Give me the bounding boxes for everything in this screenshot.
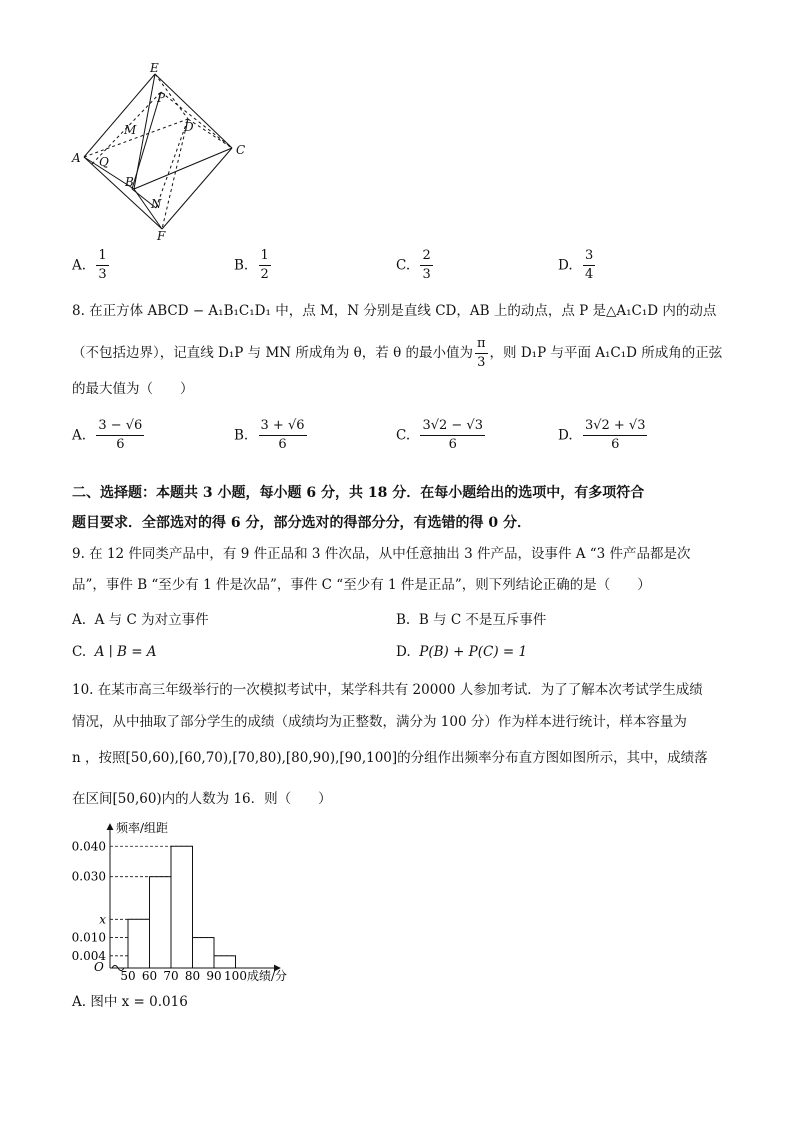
vertex-label-q: Q: [99, 155, 109, 169]
q7-option-b[interactable]: B. $\frac{1}{2}$: [234, 248, 269, 282]
q8-option-c[interactable]: C. $\frac{3√2 - √3}{6}$: [396, 418, 483, 452]
x-tick-label-90: 90: [206, 969, 222, 983]
q9-option-d[interactable]: D. P(B) + P(C) = 1: [396, 644, 528, 660]
x-tick-label-80: 80: [184, 969, 201, 983]
vertex-label-c: C: [236, 143, 246, 157]
vertex-label-b: B: [125, 175, 134, 189]
y-axis-title: 频率/组距: [116, 821, 169, 835]
section-2-heading-line-2: 题目要求．全部选对的得 6 分，部分选对的得部分分，有选错的得 0 分．: [72, 515, 531, 531]
octahedron-figure: [68, 62, 258, 242]
frequency-histogram: [66, 818, 316, 986]
q9-option-c[interactable]: C. A ∣ B = A: [72, 644, 157, 660]
histogram-bar-[90,100]: [214, 956, 236, 968]
q9-option-b[interactable]: B. B 与 C 不是互斥事件: [396, 612, 547, 628]
y-tick-label-0.030: 0.030: [71, 869, 106, 884]
x-tick-label-60: 60: [141, 969, 158, 983]
x-tick-label-100: 100: [224, 969, 247, 983]
q10-option-a[interactable]: A. 图中 x = 0.016: [72, 994, 188, 1010]
q8-option-a[interactable]: A. $\frac{3 - √6}{6}$: [72, 418, 143, 452]
x-tick-label-50: 50: [120, 969, 136, 983]
origin-label: O: [94, 960, 104, 974]
y-tick-label-0.004: 0.004: [71, 948, 106, 963]
vertex-label-e: E: [150, 62, 159, 75]
q10-line-3: n ，按照[50,60),[60,70),[70,80),[80,90),[90,100]的分组作出频率分布直方图如图所示，其中，成绩落: [72, 750, 708, 766]
vertex-label-f: F: [157, 229, 166, 242]
x-tick-label-70: 70: [163, 969, 179, 983]
y-tick-label-x: x: [99, 912, 106, 927]
q10-line-1: 10. 在某市高三年级举行的一次模拟考试中，某学科共有 20000 人参加考试．为了了解本次考试学生成绩: [72, 682, 703, 698]
q8-option-d[interactable]: D. $\frac{3√2 + √3}{6}$: [558, 418, 646, 452]
vertex-label-a: A: [72, 151, 81, 165]
q9-line-2: 品”，事件 B “至少有 1 件是次品”，事件 C “至少有 1 件是正品”，则下列结论正确的是（ ）: [72, 577, 651, 593]
q9-line-1: 9. 在 12 件同类产品中，有 9 件正品和 3 件次品，从中任意抽出 3 件产品，设事件 A “3 件产品都是次: [72, 546, 691, 562]
q8-line-1: 8. 在正方体 ABCD − A₁B₁C₁D₁ 中，点 M，N 分别是直线 CD，AB 上的动点，点 P 是△A₁C₁D 内的动点: [72, 303, 717, 319]
y-tick-label-0.010: 0.010: [71, 930, 106, 945]
q10-line-4: 在区间[50,60)内的人数为 16．则（ ）: [72, 791, 332, 807]
histogram-bar-[50,60): [128, 919, 150, 968]
histogram-bar-[60,70): [150, 877, 172, 968]
histogram-bar-[70,80): [171, 846, 193, 968]
q8-line-3: 的最大值为（ ）: [72, 381, 194, 397]
section-2-heading-line-1: 二、选择题：本题共 3 小题，每小题 6 分，共 18 分．在每小题给出的选项中，有多项符合: [72, 485, 645, 501]
q9-option-a[interactable]: A. A 与 C 为对立事件: [72, 612, 209, 628]
vertex-label-p: P: [157, 91, 166, 105]
q8-option-b[interactable]: B. $\frac{3 + √6}{6}$: [234, 418, 305, 452]
histogram-bar-[80,90): [193, 938, 215, 968]
vertex-label-n: N: [151, 197, 162, 211]
q7-option-c[interactable]: C. $\frac{2}{3}$: [396, 248, 431, 282]
q10-line-2: 情况，从中抽取了部分学生的成绩（成绩均为正整数，满分为 100 分）作为样本进行统计，样本容量为: [72, 714, 687, 730]
y-tick-label-0.040: 0.040: [71, 839, 106, 854]
q7-option-d[interactable]: D. $\frac{3}{4}$: [558, 248, 594, 282]
q7-option-a[interactable]: A. $\frac{1}{3}$: [72, 248, 107, 282]
vertex-label-d: D: [184, 120, 194, 134]
vertex-label-m: M: [124, 123, 137, 137]
q8-line-2: （不包括边界），记直线 D₁P 与 MN 所成角为 θ，若 θ 的最小值为 $\frac{\pi}{3}$ ，则 D₁P 与平面 A₁C₁D 所成角的正弦: [72, 336, 723, 370]
x-axis-title: 成绩/分: [247, 969, 288, 983]
